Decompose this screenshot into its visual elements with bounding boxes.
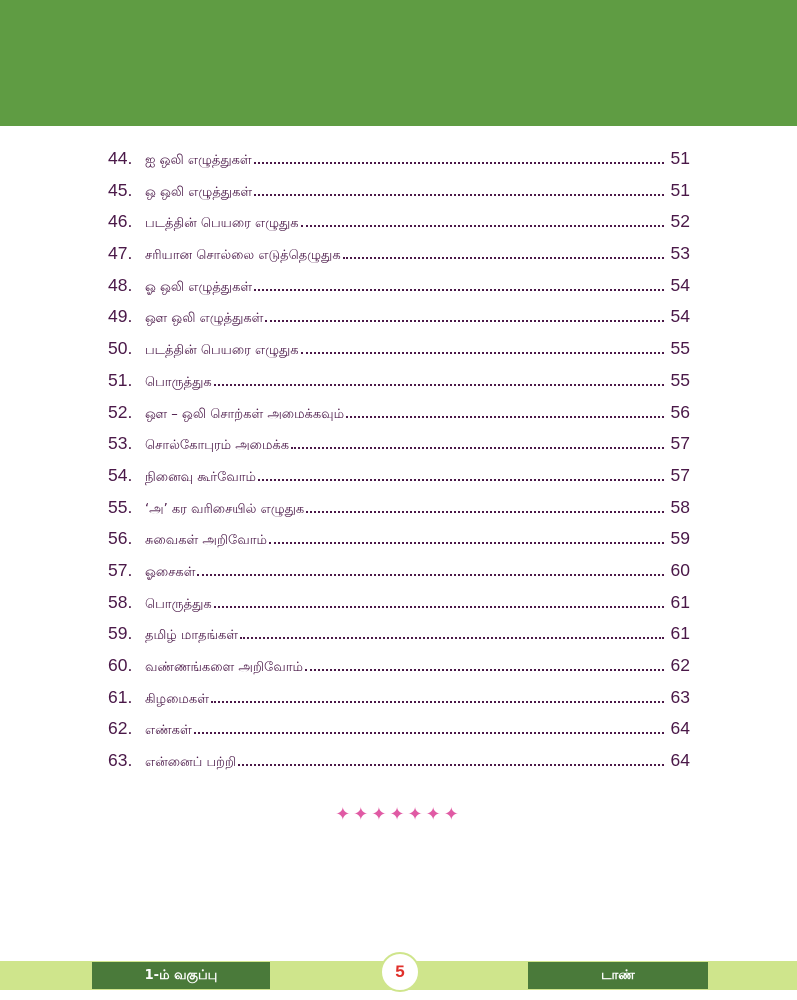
toc-page-number: 63 bbox=[670, 686, 690, 707]
toc-page-number: 54 bbox=[670, 306, 690, 327]
toc-leader-dots bbox=[269, 541, 664, 544]
toc-number: 56. bbox=[108, 528, 133, 549]
page-number-badge: 5 bbox=[380, 952, 420, 992]
toc-page-number: 51 bbox=[670, 148, 690, 168]
toc-title: எண்கள் bbox=[145, 723, 192, 739]
toc-number: 49. bbox=[108, 306, 133, 327]
toc-title: ஐ ஒலி எழுத்துகள் bbox=[145, 153, 252, 168]
toc-title: ஓ ஒலி எழுத்துகள் bbox=[145, 279, 253, 295]
toc-number: 51. bbox=[108, 369, 133, 390]
toc-leader-dots bbox=[254, 288, 664, 291]
toc-page-number: 55 bbox=[670, 369, 690, 390]
toc-number: 45. bbox=[108, 179, 133, 200]
toc-row[interactable] bbox=[108, 243, 690, 275]
toc-row[interactable] bbox=[108, 687, 690, 719]
toc-title: சரியான சொல்லை எடுத்தெழுதுக bbox=[145, 248, 341, 264]
toc-number: 53. bbox=[108, 433, 133, 454]
footer-class-label: 1-ம் வகுப்பு bbox=[92, 962, 270, 989]
toc-title: என்னைப் பற்றி bbox=[145, 755, 237, 771]
toc-number: 63. bbox=[108, 750, 133, 771]
toc-number: 52. bbox=[108, 401, 133, 422]
toc-leader-dots bbox=[343, 256, 664, 259]
toc-leader-dots bbox=[211, 700, 664, 703]
toc-row[interactable] bbox=[108, 655, 690, 687]
toc-leader-dots bbox=[265, 319, 664, 322]
toc-leader-dots bbox=[306, 510, 664, 513]
toc-title: சுவைகள் அறிவோம் bbox=[145, 533, 267, 549]
toc-page-number: 53 bbox=[670, 243, 690, 264]
toc-number: 62. bbox=[108, 718, 133, 739]
toc-page-number: 61 bbox=[670, 623, 690, 644]
toc-row[interactable] bbox=[108, 592, 690, 624]
toc-number: 46. bbox=[108, 211, 133, 232]
toc-number: 55. bbox=[108, 496, 133, 517]
toc-number: 54. bbox=[108, 464, 133, 485]
toc-leader-dots bbox=[254, 161, 664, 164]
toc-page-number: 54 bbox=[670, 274, 690, 295]
toc-leader-dots bbox=[197, 573, 664, 576]
toc-title: நினைவு கூர்வோம் bbox=[145, 469, 257, 485]
toc-number: 60. bbox=[108, 655, 133, 675]
toc-page-number: 58 bbox=[670, 496, 690, 517]
toc-number: 57. bbox=[108, 559, 133, 580]
toc-title: தமிழ் மாதங்கள் bbox=[145, 628, 239, 644]
divider-stars: ✦✦✦✦✦✦✦ bbox=[335, 804, 462, 825]
toc-page-number: 55 bbox=[670, 338, 690, 359]
toc-row[interactable] bbox=[108, 623, 690, 655]
toc-title: ஔ ஒலி எழுத்துகள் bbox=[145, 311, 264, 327]
toc-page-number: 52 bbox=[670, 211, 690, 232]
toc-page-number: 64 bbox=[670, 750, 690, 771]
toc-page-number: 51 bbox=[670, 179, 690, 200]
toc-title: ஒ ஒலி எழுத்துகள் bbox=[145, 184, 253, 200]
toc-page-number: 57 bbox=[670, 433, 690, 454]
toc-row[interactable] bbox=[108, 560, 690, 592]
toc-row[interactable] bbox=[108, 497, 690, 529]
toc-row[interactable] bbox=[108, 338, 690, 370]
table-of-contents bbox=[108, 148, 690, 782]
toc-page-number: 64 bbox=[670, 718, 690, 739]
toc-leader-dots bbox=[214, 383, 664, 386]
toc-leader-dots bbox=[346, 415, 664, 418]
toc-leader-dots bbox=[301, 224, 664, 227]
toc-number: 58. bbox=[108, 591, 133, 612]
toc-number: 61. bbox=[108, 686, 133, 707]
toc-leader-dots bbox=[214, 605, 664, 608]
toc-leader-dots bbox=[258, 478, 664, 481]
toc-row[interactable] bbox=[108, 433, 690, 465]
toc-title: படத்தின் பெயரை எழுதுக bbox=[145, 216, 299, 232]
toc-title: ஔ – ஒலி சொற்கள் அமைக்கவும் bbox=[145, 406, 345, 422]
toc-page-number: 59 bbox=[670, 528, 690, 549]
toc-row[interactable] bbox=[108, 211, 690, 243]
toc-page-number: 61 bbox=[670, 591, 690, 612]
footer-brand-label: டாண் bbox=[528, 962, 708, 989]
toc-title: ஓசைகள் bbox=[145, 564, 196, 580]
toc-leader-dots bbox=[194, 731, 664, 734]
toc-title: பொருத்துக bbox=[145, 596, 212, 612]
toc-leader-dots bbox=[238, 763, 664, 766]
toc-leader-dots bbox=[305, 668, 664, 671]
toc-leader-dots bbox=[254, 193, 664, 196]
toc-title: கிழமைகள் bbox=[145, 691, 209, 707]
toc-page-number: 56 bbox=[670, 401, 690, 422]
toc-number: 48. bbox=[108, 274, 133, 295]
header-band bbox=[0, 0, 797, 126]
toc-row[interactable] bbox=[108, 275, 690, 307]
toc-number: 44. bbox=[108, 148, 133, 168]
toc-row[interactable] bbox=[108, 180, 690, 212]
toc-row[interactable] bbox=[108, 402, 690, 434]
toc-row[interactable] bbox=[108, 718, 690, 750]
toc-title: படத்தின் பெயரை எழுதுக bbox=[145, 343, 299, 359]
toc-leader-dots bbox=[301, 351, 664, 354]
toc-title: வண்ணங்களை அறிவோம் bbox=[145, 660, 303, 675]
toc-title: பொருத்துக bbox=[145, 374, 212, 390]
toc-number: 47. bbox=[108, 243, 133, 264]
toc-row[interactable] bbox=[108, 750, 690, 782]
toc-leader-dots bbox=[291, 446, 664, 449]
toc-title: சொல்கோபுரம் அமைக்க bbox=[145, 438, 290, 454]
toc-row[interactable] bbox=[108, 528, 690, 560]
toc-leader-dots bbox=[240, 636, 664, 639]
toc-page-number: 57 bbox=[670, 464, 690, 485]
toc-number: 50. bbox=[108, 338, 133, 359]
toc-row[interactable] bbox=[108, 306, 690, 338]
toc-page-number: 60 bbox=[670, 559, 690, 580]
toc-title: ‘அ’ கர வரிசையில் எழுதுக bbox=[145, 501, 305, 517]
toc-page-number: 62 bbox=[670, 655, 690, 675]
toc-row[interactable] bbox=[108, 465, 690, 497]
toc-row[interactable] bbox=[108, 370, 690, 402]
toc-number: 59. bbox=[108, 623, 133, 644]
toc-row[interactable] bbox=[108, 148, 690, 180]
